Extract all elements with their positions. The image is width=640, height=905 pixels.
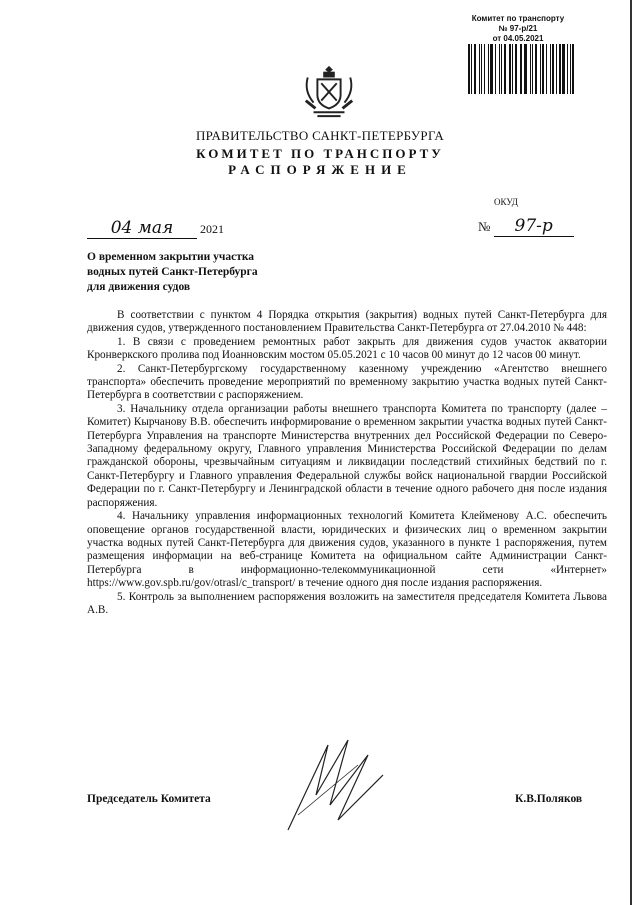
paragraph-5: 5. Контроль за выполнением распоряжения возложить на заместителя председателя Комитета Львова А.В.	[87, 590, 607, 616]
handwritten-number: 97-р	[494, 216, 574, 237]
intro-paragraph: В соответствии с пунктом 4 Порядка открытия (закрытия) водных путей Санкт-Петербурга для движения судов, утвержденного постановлением Правительства Санкт-Петербурга от 27.04.2010 № 448:	[87, 309, 607, 335]
barcode-bar	[524, 44, 527, 94]
title-line-1: О временном закрытии участка	[87, 251, 255, 263]
barcode-bar	[501, 44, 502, 94]
stamp-line-3: от 04.05.2021	[492, 34, 544, 43]
paragraph-4: 4. Начальнику управления информационных технологий Комитета Клейменову А.С. обеспечить оповещение органов государственной власти, юридических и физических лиц о временном закрытии участка водных путей Санкт-Петербурга для движения судов, указанного в пункте 1 распоряжения, путем размещения информации на веб-странице Комитета на официальном сайте Администрации Санкт-Петербурга в информационно-телекоммуникационной сети «Интернет» https://www.gov.spb.ru/gov/otrasl/c_transport/ в течение одного дня после издания распоряжения.	[87, 510, 607, 590]
barcode-bar	[521, 44, 522, 94]
barcode-bar	[520, 44, 521, 94]
document-date	[87, 218, 224, 239]
paragraph-2: 2. Санкт-Петербургскому государственному казенному учреждению «Агентство внешнего транспорта» обеспечить проведение мероприятий по временному закрытию участка водных путей Санкт-Петербурга в соответствии с распоряжением.	[87, 362, 607, 402]
barcode-bar	[481, 44, 482, 94]
paragraph-3: 3. Начальнику отдела организации работы внешнего транспорта Комитета по транспорту (далее – Комитет) Кырчанову В.В. обеспечить информирование о временном закрытии участка водных путей Санкт-Петербурга Управления на транспорте Министерства внутренних дел Российской Федерации по Северо-Западному федеральному округу, Главного управления Министерства Российской Федерации по делам гражданской обороны, чрезвычайным ситуациям и ликвидации последствий стихийных бедствий по г. Санкт-Петербургу и Главного управления Федеральной службы войск национальной гвардии Российской Федерации по г. Санкт-Петербургу и Ленинградской области в течение одного рабочего дня после издания распоряжения.	[87, 402, 607, 509]
barcode-bar	[490, 44, 493, 94]
barcode-bar	[479, 44, 480, 94]
barcode-bar	[512, 44, 513, 94]
barcode-bar	[570, 44, 571, 94]
document-number	[478, 216, 574, 237]
document-type: РАСПОРЯЖЕНИЕ	[228, 162, 412, 177]
paragraph-1: 1. В связи с проведением ремонтных работ закрыть для движения судов участок акватории Кронверкского пролива под Иоанновским мостом 05.05.2021 с 10 часов 00 минут до 12 часов 00 минут.	[87, 335, 607, 362]
barcode-bar	[562, 44, 565, 94]
document-title	[87, 250, 258, 295]
barcode-bar	[484, 44, 486, 94]
barcode-bar	[468, 44, 470, 94]
barcode-bar	[550, 44, 551, 94]
barcode-bar	[567, 44, 568, 94]
number-symbol: №	[478, 219, 491, 234]
barcode-bar	[532, 44, 534, 94]
title-line-3: для движения судов	[87, 281, 191, 293]
barcode-bar	[535, 44, 537, 94]
barcode-bar	[495, 44, 497, 94]
barcode-bar	[546, 44, 547, 94]
barcode-bar	[542, 44, 545, 94]
signatory-name: К.В.Поляков	[515, 793, 583, 805]
barcode-bar	[515, 44, 517, 94]
signatory-position: Председатель Комитета	[87, 793, 211, 805]
barcode-bar	[471, 44, 472, 94]
government-title: ПРАВИТЕЛЬСТВО САНКТ-ПЕТЕРБУРГА	[195, 128, 445, 143]
title-line-2: водных путей Санкт-Петербурга	[87, 266, 258, 278]
barcode-bar	[556, 44, 557, 94]
barcode-bar	[474, 44, 477, 94]
document-body	[87, 309, 607, 617]
barcode-bar	[572, 44, 574, 94]
handwritten-signature	[268, 735, 388, 835]
barcode-bar	[509, 44, 512, 94]
barcode-bar	[540, 44, 541, 94]
okud-label: ОКУД	[494, 197, 518, 207]
barcode	[468, 44, 576, 94]
committee-title: КОМИТЕТ ПО ТРАНСПОРТУ	[196, 146, 444, 161]
barcode-bar	[552, 44, 554, 94]
barcode-bar	[488, 44, 489, 94]
barcode-bar	[530, 44, 531, 94]
barcode-bar	[504, 44, 506, 94]
date-year: 2021	[200, 222, 224, 236]
handwritten-date: 04 мая	[87, 218, 197, 239]
registration-stamp	[458, 14, 578, 44]
barcode-bar	[559, 44, 561, 94]
stamp-line-2: № 97-р/21	[498, 24, 538, 33]
coat-of-arms-icon	[300, 62, 358, 120]
stamp-line-1: Комитет по транспорту	[471, 14, 565, 23]
barcode-bar	[499, 44, 500, 94]
